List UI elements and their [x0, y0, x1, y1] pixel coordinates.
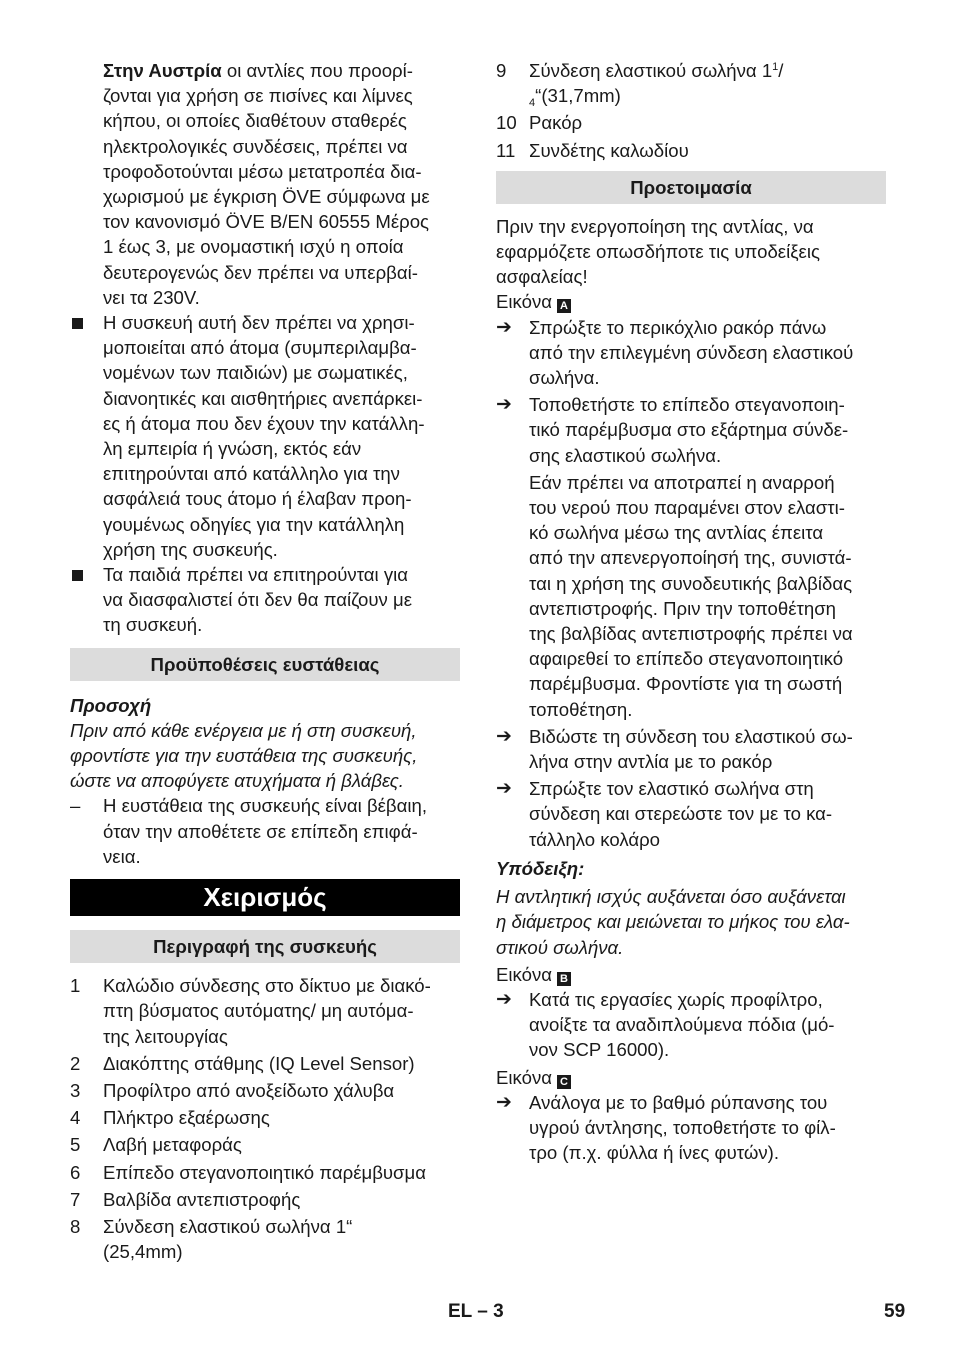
chapter-heading-operation: Χειρισμός — [70, 879, 460, 916]
hint-label: Υπόδειξη: — [496, 857, 585, 879]
list-item: 8 Σύνδεση ελαστικού σωλήνα 1“ (25,4mm) — [70, 1215, 353, 1263]
check-valve-note: Εάν πρέπει να αποτραπεί η αναρροή του νερού που παραμένει στον ελαστι- κό σωλήνα μέσω της αντλίας έπειτα από την απενεργοποίησή της, συνιστά- ται η χρήση της συνοδευτικής βαλβίδας αντεπιστροφής. Πριν την τοποθέτηση της βαλβίδας αντεπιστροφής πρέπει να αφαιρεθεί το επίπεδο στεγανοποιητικό παρέμβυσμα. Φροντίστε για τη σωστή τοποθέτηση. — [529, 471, 853, 720]
section-heading-stability: Προϋποθέσεις ευστάθειας — [70, 648, 460, 681]
square-bullet-icon — [72, 318, 83, 329]
figure-ref-b: Εικόνα B — [496, 962, 886, 987]
prep-text: Πριν την ενεργοποίηση της αντλίας, να εφαρμόζετε οπωσδήποτε τις υποδείξεις ασφαλείας! — [496, 215, 820, 288]
list-item: 9 Σύνδεση ελαστικού σωλήνα $1^1/$ $_4$“(31,7mm) — [496, 60, 784, 110]
page-footer-section — [448, 1299, 504, 1324]
caution-label: Προσοχή — [70, 694, 152, 716]
arrow-right-icon: ➔ — [496, 988, 512, 1010]
language-code: EL — [448, 1301, 472, 1322]
right-column — [496, 58, 886, 1165]
list-item: 11 Συνδέτης καλωδίου — [496, 139, 689, 161]
list-item: 3 Προφίλτρο από ανοξείδωτο χάλυβα — [70, 1079, 395, 1101]
instruction-step: ➔ Τοποθετήστε το επίπεδο στεγανοποιη- τικό παρέμβυσμα στο εξάρτημα σύνδε- σης ελαστικού σωλήνα. — [496, 394, 849, 466]
square-bullet-icon — [72, 570, 83, 581]
arrow-right-icon: ➔ — [496, 1091, 512, 1113]
austria-bold: Στην Αυστρία — [103, 60, 222, 81]
list-item: 4 Πλήκτρο εξαέρωσης — [70, 1107, 270, 1129]
dash-mark: – — [70, 795, 81, 817]
section-heading-description: Περιγραφή της συσκευής — [70, 930, 460, 963]
figure-c-badge: C — [557, 1075, 571, 1089]
section-heading-preparation: Προετοιμασία — [496, 171, 886, 204]
arrow-right-icon: ➔ — [496, 316, 512, 338]
parts-list — [70, 973, 460, 1264]
figure-ref-a: Εικόνα A — [496, 289, 886, 314]
hint-text: Η αντλητική ισχύς αυξάνεται όσο αυξάνεται η διάμετρος και μειώνεται το μήκος του ελα- στικού σωλήνα. — [496, 886, 850, 958]
arrow-right-icon: ➔ — [496, 394, 512, 416]
list-item: 10 Ρακόρ — [496, 112, 583, 134]
list-item: 1 Καλώδιο σύνδεσης στο δίκτυο με διακό- πτη βύσματος αυτόματης/ μη αυτόμα- της λειτουργίας — [70, 975, 431, 1047]
page-number: 59 — [884, 1301, 906, 1322]
figure-b-badge: B — [557, 972, 571, 986]
instruction-step: ➔ Σπρώξτε το περικόχλιο ρακόρ πάνω από την επιλεγμένη σύνδεση ελαστικού σωλήνα. — [496, 316, 854, 389]
bullet-item: Η συσκευή αυτή δεν πρέπει να χρησι- μοποιείται από άτομα (συμπεριλαμβα- νομένων των παιδιών) με σωματικές, διανοητικές και αισθητήριες ανεπάρκει- ες ή άτομα που δεν έχουν την κατάλλη- λη εμπειρία ή γνώση, εκτός εάν επιτηρούνται από κατάλληλο για την ασφάλειά τους άτομο ή έλαβαν προη- γουμένως οδηγίες για την κατάλληλη χρήση της συσκευής. — [70, 310, 460, 562]
arrow-right-icon: ➔ — [496, 725, 512, 747]
instruction-step: ➔ Βιδώστε τη σύνδεση του ελαστικού σω- λήνα στην αντλία με το ρακόρ — [496, 725, 853, 773]
caution-text: Πριν από κάθε ενέργεια με ή στη συσκευή, φροντίστε για την ευστάθεια της συσκευής, ώστε να αποφύγετε ατυχήματα ή βλάβες. — [70, 719, 418, 792]
list-item: 7 Βαλβίδα αντεπιστροφής — [70, 1188, 301, 1210]
arrow-right-icon: ➔ — [496, 778, 512, 800]
austria-note: Στην Αυστρία οι αντλίες που προορί- ζονται για χρήση σε πισίνες και λίμνες κήπου, οι οποίες διαθέτουν σταθερές ηλεκτρολογικές συνδέσεις, πρέπει να τροφοδοτούνται μέσω μετατροπέα δια- χωρισμού με έγκριση ÖVE σύμφωνα με τον κανονισμό ÖVE B/EN 60555 Μέρος 1 έως 3, με ονομαστική ισχύ η οποία δευτερογενώς δεν πρέπει να υπερβαί- νει τα 230V. — [103, 60, 430, 308]
figure-a-badge: A — [557, 299, 571, 313]
list-item: 5 Λαβή μεταφοράς — [70, 1134, 242, 1156]
instruction-step: ➔ Ανάλογα με το βαθμό ρύπανσης του υγρού άντλησης, τοποθετήστε το φίλ- τρο (π.χ. φύλλα ή ίνες φυτών). — [496, 1091, 836, 1164]
dash-item: – Η ευστάθεια της συσκευής είναι βέβαιη, όταν την αποθέτετε σε επίπεδη επιφά- νεια. — [70, 795, 428, 867]
figure-ref-c: Εικόνα C — [496, 1065, 886, 1090]
instruction-step: ➔ Κατά τις εργασίες χωρίς προφίλτρο, ανοίξτε τα αναδιπλούμενα πόδια (μό- νον SCP 16000). — [496, 988, 835, 1061]
list-item: 6 Επίπεδο στεγανοποιητικό παρέμβυσμα — [70, 1161, 426, 1183]
list-item: 2 Διακόπτης στάθμης (IQ Level Sensor) — [70, 1052, 415, 1074]
bullet-item: Τα παιδιά πρέπει να επιτηρούνται για να διασφαλιστεί ότι δεν θα παίζουν με τη συσκευή. — [70, 562, 460, 638]
section-number: – 3 — [477, 1301, 504, 1322]
instruction-step: ➔ Σπρώξτε τον ελαστικό σωλήνα στη σύνδεση και στερεώστε τον με το κα- τάλληλο κολάρο — [496, 778, 833, 850]
left-column — [70, 58, 460, 1264]
